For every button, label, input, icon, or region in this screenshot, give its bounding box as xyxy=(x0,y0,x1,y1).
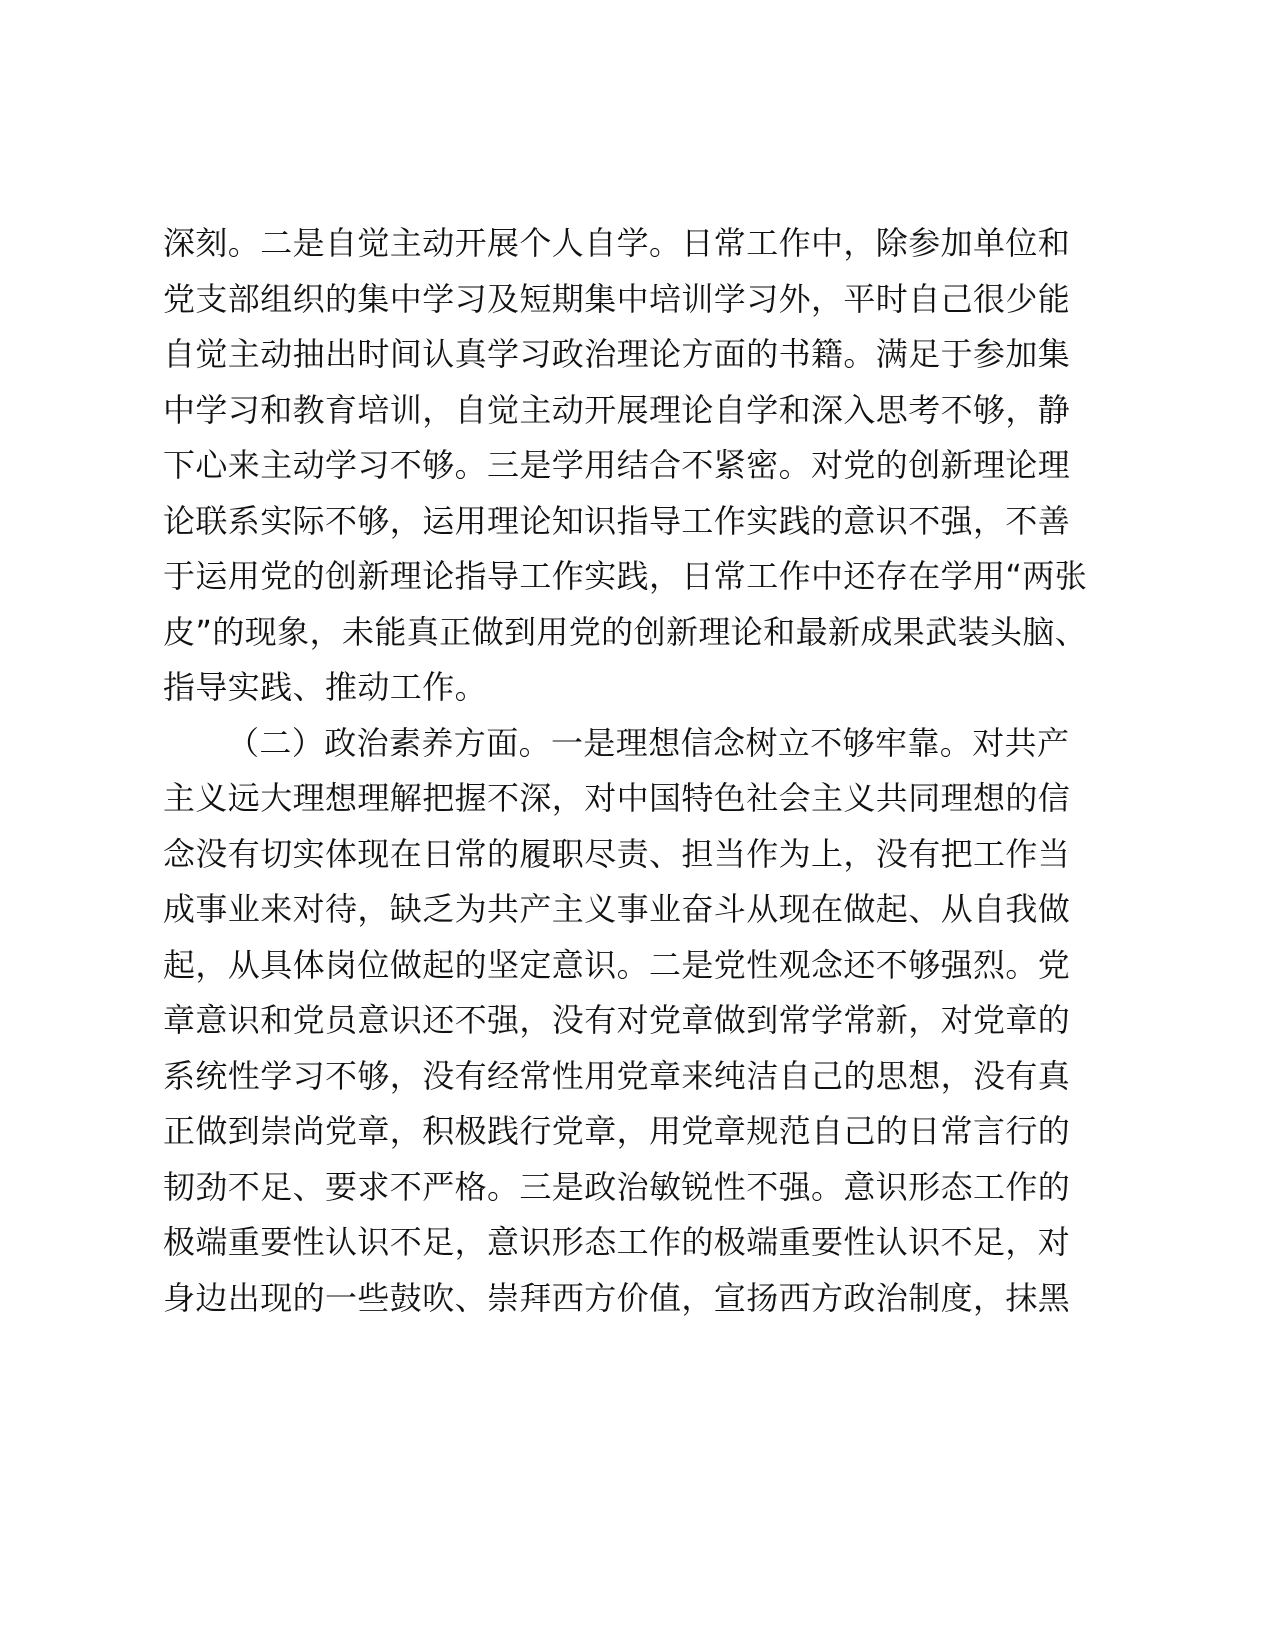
text-line: 自觉主动抽出时间认真学习政治理论方面的书籍。满足于参加集 xyxy=(163,335,1071,373)
text-line: 正做到崇尚党章，积极践行党章，用党章规范自己的日常言行的 xyxy=(163,1112,1071,1150)
text-line: 下心来主动学习不够。三是学用结合不紧密。对党的创新理论理 xyxy=(163,446,1071,484)
text-line: 念没有切实体现在日常的履职尽责、担当作为上，没有把工作当 xyxy=(163,834,1071,873)
text-line: 中学习和教育培训，自觉主动开展理论自学和深入思考不够，静 xyxy=(163,390,1071,429)
text-line: 深刻。二是自觉主动开展个人自学。日常工作中，除参加单位和 xyxy=(163,224,1071,262)
section-heading-line: （二）政治素养方面。一是理想信念树立不够牢靠。对共产 xyxy=(227,723,1070,762)
text-line: 党支部组织的集中学习及短期集中培训学习外，平时自己很少能 xyxy=(163,279,1071,318)
text-line: 身边出现的一些鼓吹、崇拜西方价值，宣扬西方政治制度，抹黑 xyxy=(163,1278,1071,1317)
text-line: 皮”的现象，未能真正做到用党的创新理论和最新成果武装头脑、 xyxy=(163,612,1088,651)
text-line: 指导实践、推动工作。 xyxy=(163,668,488,706)
text-line: 起，从具体岗位做起的坚定意识。二是党性观念还不够强烈。党 xyxy=(163,945,1071,984)
text-line: 论联系实际不够，运用理论知识指导工作实践的意识不强，不善 xyxy=(163,501,1071,540)
text-line: 韧劲不足、要求不严格。三是政治敏锐性不强。意识形态工作的 xyxy=(163,1167,1071,1206)
text-line: 主义远大理想理解把握不深，对中国特色社会主义共同理想的信 xyxy=(163,779,1071,817)
text-line: 于运用党的创新理论指导工作实践，日常工作中还存在学用“两张 xyxy=(163,557,1088,595)
body-text xyxy=(163,216,1123,1326)
text-line: 系统性学习不够，没有经常性用党章来纯洁自己的思想，没有真 xyxy=(163,1056,1071,1095)
text-line: 成事业来对待，缺乏为共产主义事业奋斗从现在做起、从自我做 xyxy=(163,890,1071,928)
text-line: 章意识和党员意识还不强，没有对党章做到常学常新，对党章的 xyxy=(163,1001,1071,1039)
text-line: 极端重要性认识不足，意识形态工作的极端重要性认识不足，对 xyxy=(163,1223,1071,1261)
